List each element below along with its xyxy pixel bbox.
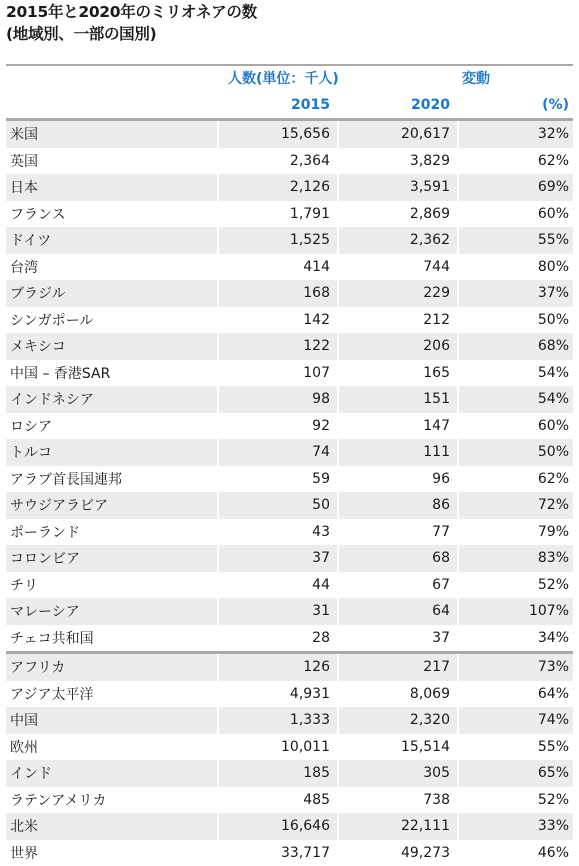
table-row — [6, 174, 573, 201]
column-divider — [217, 625, 219, 652]
row-change-pct: 65% — [537, 765, 569, 782]
row-name: チェコ共和国 — [10, 630, 94, 647]
column-divider — [337, 174, 339, 201]
column-divider — [457, 681, 459, 708]
column-divider — [457, 813, 459, 840]
column-divider — [217, 121, 219, 148]
column-divider — [337, 307, 339, 334]
row-value-2015: 44 — [312, 576, 330, 593]
column-divider — [337, 280, 339, 307]
row-name: シンガポール — [10, 312, 94, 329]
header-row-2 — [6, 92, 573, 121]
row-value-2020: 49,273 — [401, 844, 450, 861]
row-value-2020: 77 — [432, 523, 450, 540]
column-divider — [337, 654, 339, 681]
row-name: サウジアラビア — [10, 498, 108, 515]
column-divider — [457, 386, 459, 413]
row-value-2015: 59 — [312, 470, 330, 487]
column-divider — [337, 148, 339, 175]
row-value-2015: 15,656 — [281, 126, 330, 143]
column-divider — [217, 734, 219, 761]
row-value-2015: 142 — [303, 311, 330, 328]
row-name: チリ — [10, 577, 38, 594]
row-value-2020: 217 — [423, 659, 450, 676]
row-value-2020: 96 — [432, 470, 450, 487]
column-divider — [337, 572, 339, 599]
row-value-2020: 229 — [423, 285, 450, 302]
row-change-pct: 64% — [537, 685, 569, 702]
row-name: 台湾 — [10, 259, 38, 276]
row-value-2020: 37 — [432, 629, 450, 646]
row-name: マレーシア — [10, 604, 80, 621]
table-row — [6, 625, 573, 652]
row-change-pct: 50% — [537, 311, 569, 328]
column-divider — [217, 787, 219, 814]
column-divider — [457, 707, 459, 734]
row-name: ポーランド — [10, 524, 80, 541]
column-divider — [457, 466, 459, 493]
row-change-pct: 73% — [537, 659, 569, 676]
column-divider — [217, 572, 219, 599]
column-divider — [337, 813, 339, 840]
table-row — [6, 651, 573, 681]
row-change-pct: 60% — [537, 205, 569, 222]
row-change-pct: 50% — [537, 444, 569, 461]
table-row — [6, 254, 573, 281]
column-divider — [337, 625, 339, 652]
column-divider — [337, 254, 339, 281]
row-change-pct: 37% — [537, 285, 569, 302]
row-change-pct: 107% — [528, 603, 569, 620]
row-value-2015: 107 — [303, 364, 330, 381]
row-name: ブラジル — [10, 286, 66, 303]
row-value-2015: 1,525 — [289, 232, 330, 249]
header-change-label: 変動 — [462, 71, 490, 87]
column-divider — [337, 121, 339, 148]
row-value-2015: 1,333 — [289, 712, 330, 729]
row-name: ドイツ — [10, 233, 52, 250]
table-row — [6, 227, 573, 254]
row-value-2020: 8,069 — [409, 685, 450, 702]
header-row-1 — [6, 66, 573, 92]
row-name: 世界 — [10, 845, 38, 862]
row-value-2020: 2,362 — [409, 232, 450, 249]
row-value-2015: 122 — [303, 338, 330, 355]
table-row — [6, 760, 573, 787]
row-change-pct: 62% — [537, 152, 569, 169]
column-divider — [337, 598, 339, 625]
column-divider — [457, 572, 459, 599]
row-value-2020: 111 — [423, 444, 450, 461]
column-divider — [457, 174, 459, 201]
column-divider — [337, 760, 339, 787]
column-divider — [217, 413, 219, 440]
row-value-2015: 2,126 — [289, 179, 330, 196]
title-line-2: (地域別、一部の国別) — [6, 25, 157, 43]
row-name: 欧州 — [10, 739, 38, 756]
row-value-2020: 165 — [423, 364, 450, 381]
column-divider — [337, 840, 339, 866]
column-divider — [217, 545, 219, 572]
row-name: コロンビア — [10, 551, 80, 568]
row-value-2015: 98 — [312, 391, 330, 408]
table-row — [6, 360, 573, 387]
table-row — [6, 121, 573, 148]
table-row — [6, 413, 573, 440]
millionaire-table — [6, 64, 573, 866]
table-row — [6, 519, 573, 546]
column-divider — [337, 734, 339, 761]
column-divider — [337, 360, 339, 387]
column-divider — [457, 333, 459, 360]
row-change-pct: 80% — [537, 258, 569, 275]
row-value-2020: 64 — [432, 603, 450, 620]
column-divider — [217, 360, 219, 387]
row-value-2015: 31 — [312, 603, 330, 620]
row-change-pct: 83% — [537, 550, 569, 567]
title-line-1: 2015年と2020年のミリオネアの数 — [6, 3, 257, 21]
table-row — [6, 840, 573, 866]
row-value-2015: 126 — [303, 659, 330, 676]
row-name: アラブ首長国連邦 — [10, 471, 122, 488]
column-divider — [337, 492, 339, 519]
column-divider — [337, 333, 339, 360]
column-divider — [217, 598, 219, 625]
row-value-2015: 37 — [312, 550, 330, 567]
row-change-pct: 32% — [537, 126, 569, 143]
row-value-2020: 206 — [423, 338, 450, 355]
row-name: ロシア — [10, 418, 52, 435]
row-value-2020: 68 — [432, 550, 450, 567]
row-value-2015: 1,791 — [289, 205, 330, 222]
column-divider — [217, 333, 219, 360]
column-divider — [337, 519, 339, 546]
table-row — [6, 280, 573, 307]
column-divider — [457, 280, 459, 307]
table-body — [6, 121, 573, 866]
column-divider — [217, 439, 219, 466]
table-row — [6, 466, 573, 493]
row-name: 中国 — [10, 713, 38, 730]
row-value-2015: 4,931 — [289, 685, 330, 702]
column-divider — [337, 545, 339, 572]
column-divider — [457, 439, 459, 466]
column-divider — [217, 681, 219, 708]
table-row — [6, 333, 573, 360]
row-change-pct: 68% — [537, 338, 569, 355]
table-row — [6, 386, 573, 413]
row-value-2020: 67 — [432, 576, 450, 593]
table-row — [6, 598, 573, 625]
row-value-2015: 74 — [312, 444, 330, 461]
column-divider — [457, 121, 459, 148]
row-value-2020: 147 — [423, 417, 450, 434]
row-value-2020: 22,111 — [401, 818, 450, 835]
row-change-pct: 69% — [537, 179, 569, 196]
row-change-pct: 72% — [537, 497, 569, 514]
column-divider — [337, 201, 339, 228]
column-divider — [457, 734, 459, 761]
column-divider — [217, 519, 219, 546]
row-value-2015: 92 — [312, 417, 330, 434]
table-row — [6, 707, 573, 734]
column-divider — [217, 840, 219, 866]
row-value-2015: 28 — [312, 629, 330, 646]
table-row — [6, 681, 573, 708]
column-divider — [217, 492, 219, 519]
table-row — [6, 545, 573, 572]
column-divider — [457, 787, 459, 814]
row-name: トルコ — [10, 445, 52, 462]
column-divider — [217, 813, 219, 840]
column-divider — [217, 386, 219, 413]
column-divider — [457, 654, 459, 681]
row-value-2015: 50 — [312, 497, 330, 514]
row-value-2020: 86 — [432, 497, 450, 514]
row-name: アフリカ — [10, 660, 66, 677]
row-value-2020: 212 — [423, 311, 450, 328]
row-change-pct: 60% — [537, 417, 569, 434]
column-divider — [217, 654, 219, 681]
header-col-pct: (%) — [542, 97, 569, 113]
table-row — [6, 813, 573, 840]
row-value-2015: 485 — [303, 791, 330, 808]
column-divider — [217, 201, 219, 228]
row-name: 日本 — [10, 180, 38, 197]
column-divider — [457, 254, 459, 281]
row-value-2015: 185 — [303, 765, 330, 782]
row-change-pct: 52% — [537, 791, 569, 808]
row-value-2015: 10,011 — [281, 738, 330, 755]
column-divider — [457, 625, 459, 652]
row-value-2020: 3,829 — [409, 152, 450, 169]
row-value-2020: 15,514 — [401, 738, 450, 755]
column-divider — [457, 598, 459, 625]
column-divider — [457, 360, 459, 387]
row-change-pct: 79% — [537, 523, 569, 540]
column-divider — [337, 681, 339, 708]
table-row — [6, 201, 573, 228]
row-value-2020: 744 — [423, 258, 450, 275]
column-divider — [457, 201, 459, 228]
row-value-2020: 3,591 — [409, 179, 450, 196]
row-name: 英国 — [10, 153, 38, 170]
row-change-pct: 62% — [537, 470, 569, 487]
column-divider — [337, 787, 339, 814]
row-change-pct: 54% — [537, 391, 569, 408]
column-divider — [217, 760, 219, 787]
row-value-2015: 16,646 — [281, 818, 330, 835]
table-row — [6, 787, 573, 814]
column-divider — [457, 840, 459, 866]
row-change-pct: 52% — [537, 576, 569, 593]
column-divider — [457, 760, 459, 787]
row-name: アジア太平洋 — [10, 686, 94, 703]
column-divider — [337, 413, 339, 440]
row-value-2020: 738 — [423, 791, 450, 808]
row-name: インドネシア — [10, 392, 94, 409]
row-change-pct: 74% — [537, 712, 569, 729]
row-change-pct: 55% — [537, 738, 569, 755]
column-divider — [217, 280, 219, 307]
table-row — [6, 307, 573, 334]
column-divider — [217, 707, 219, 734]
row-value-2020: 305 — [423, 765, 450, 782]
column-divider — [337, 707, 339, 734]
table-row — [6, 734, 573, 761]
column-divider — [337, 386, 339, 413]
table-row — [6, 492, 573, 519]
row-change-pct: 34% — [537, 629, 569, 646]
table-row — [6, 439, 573, 466]
column-divider — [457, 307, 459, 334]
header-col-2015: 2015 — [291, 97, 330, 113]
header-group-label: 人数(単位：千人) — [228, 71, 339, 87]
column-divider — [217, 254, 219, 281]
table-row — [6, 148, 573, 175]
column-divider — [217, 148, 219, 175]
column-divider — [457, 519, 459, 546]
column-divider — [457, 545, 459, 572]
row-value-2020: 2,869 — [409, 205, 450, 222]
row-name: 北米 — [10, 819, 38, 836]
row-value-2015: 168 — [303, 285, 330, 302]
row-value-2015: 43 — [312, 523, 330, 540]
row-change-pct: 55% — [537, 232, 569, 249]
row-name: 中国 – 香港SAR — [10, 365, 111, 382]
row-change-pct: 33% — [537, 818, 569, 835]
header-col-2020: 2020 — [411, 97, 450, 113]
column-divider — [217, 227, 219, 254]
column-divider — [337, 466, 339, 493]
row-name: メキシコ — [10, 339, 66, 356]
column-divider — [457, 227, 459, 254]
column-divider — [337, 439, 339, 466]
row-value-2015: 2,364 — [289, 152, 330, 169]
row-value-2020: 20,617 — [401, 126, 450, 143]
row-change-pct: 54% — [537, 364, 569, 381]
column-divider — [217, 466, 219, 493]
column-divider — [337, 227, 339, 254]
row-name: 米国 — [10, 127, 38, 144]
row-value-2020: 151 — [423, 391, 450, 408]
column-divider — [217, 174, 219, 201]
row-name: フランス — [10, 206, 66, 223]
column-divider — [457, 148, 459, 175]
row-name: ラテンアメリカ — [10, 792, 107, 809]
row-value-2015: 33,717 — [281, 844, 330, 861]
table-row — [6, 572, 573, 599]
column-divider — [457, 413, 459, 440]
row-value-2015: 414 — [303, 258, 330, 275]
column-divider — [217, 307, 219, 334]
row-value-2020: 2,320 — [409, 712, 450, 729]
row-change-pct: 46% — [537, 844, 569, 861]
column-divider — [457, 492, 459, 519]
row-name: インド — [10, 766, 52, 783]
page-title — [6, 1, 566, 45]
